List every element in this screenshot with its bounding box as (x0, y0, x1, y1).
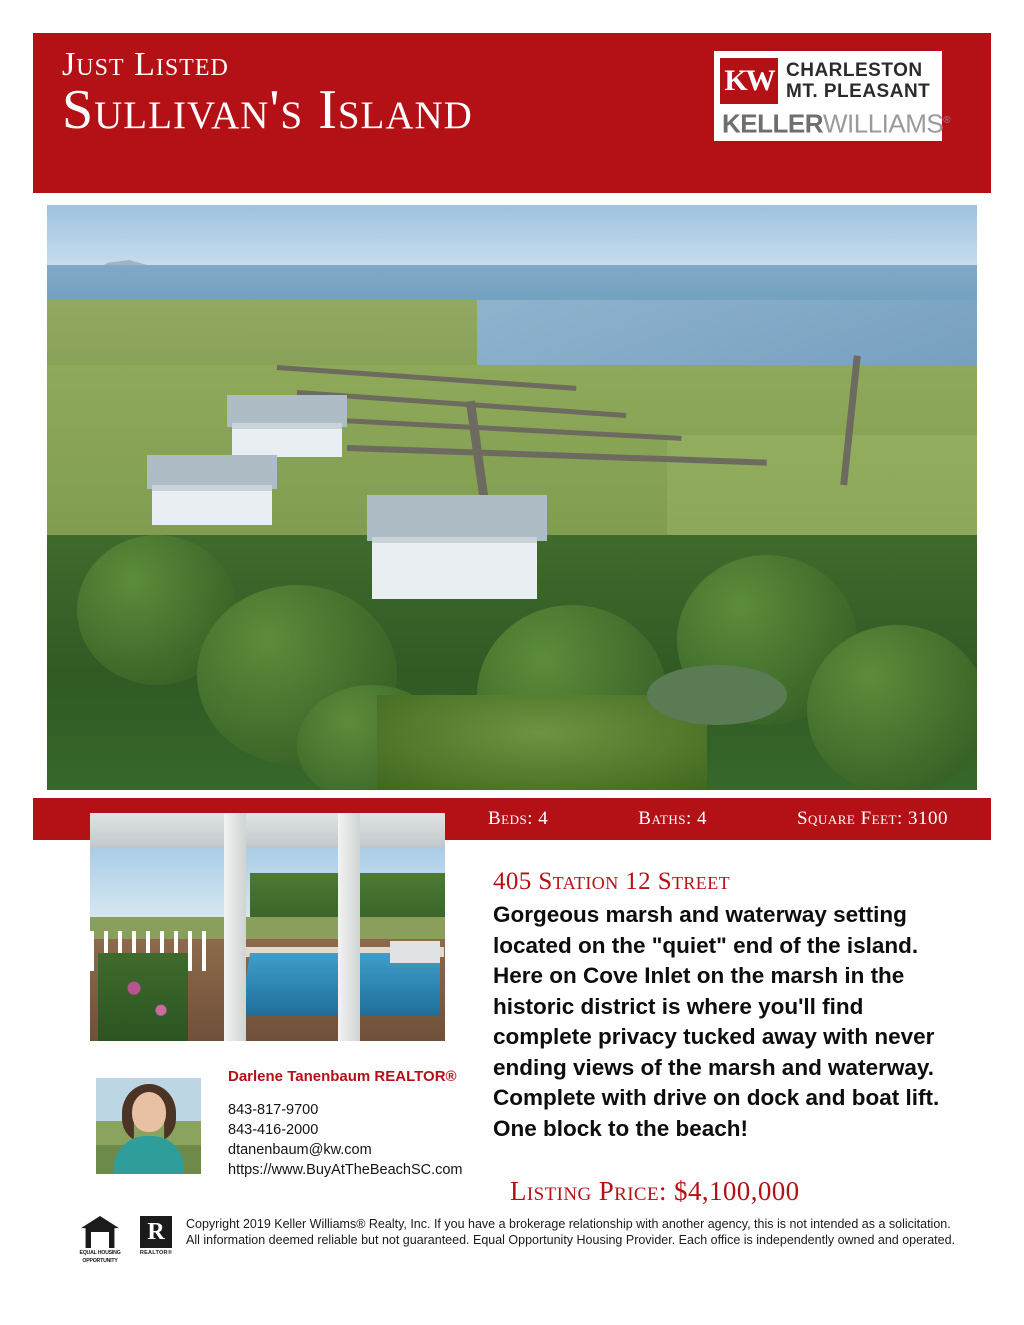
listing-address: 405 Station 12 Street (493, 868, 730, 895)
agent-contact-block (228, 1100, 463, 1180)
eho-house-glyph (81, 1216, 119, 1248)
stat-beds: Beds: 4 (488, 808, 549, 829)
equal-housing-opportunity-icon (78, 1216, 122, 1264)
hero-main-house (372, 537, 537, 599)
pool-photo-flowers (98, 953, 188, 1041)
avatar-torso (114, 1136, 184, 1174)
realtor-icon (136, 1216, 176, 1256)
pool-photo-column-right (224, 813, 246, 1041)
footer-disclaimer (186, 1216, 956, 1248)
disclaimer-line-2: All information deemed reliable but not guaranteed. Equal Opportunity Housing Provider. Each office is independently owned and operated. (186, 1233, 956, 1247)
disclaimer-line-1: Copyright 2019 Keller Williams® Realty, Inc. If you have a brokerage relationship with another agency, this is not intended as a solicitation. (186, 1217, 951, 1231)
hero-main-house-roof (367, 495, 547, 541)
agent-avatar (96, 1078, 201, 1174)
logo-brand-light: WILLIAMS (823, 108, 944, 139)
agent-phone-secondary: 843-416-2000 (228, 1122, 319, 1138)
eho-label-line2: OPPORTUNITY (82, 1258, 118, 1264)
logo-top-row (714, 55, 942, 107)
hero-tree (807, 625, 977, 790)
eho-label-line1: EQUAL HOUSING (79, 1250, 121, 1256)
pool-photo (90, 813, 445, 1041)
logo-brand-name (714, 107, 951, 139)
hero-house-2-roof (147, 455, 277, 489)
stat-square-feet: Square Feet: 3100 (796, 808, 948, 829)
stats-list (488, 798, 988, 840)
footer-logos (78, 1216, 176, 1264)
agent-name: Darlene Tanenbaum REALTOR® (228, 1068, 457, 1085)
pool-photo-lounge-chairs (390, 941, 440, 963)
avatar-face (132, 1092, 166, 1132)
pool-photo-ceiling (90, 813, 445, 847)
realtor-label: REALTOR® (139, 1250, 173, 1256)
logo-office-line1: CHARLESTON (786, 59, 923, 81)
kw-mark-icon: KW (720, 58, 778, 104)
logo-office-name (786, 60, 930, 102)
logo-office-line2: MT. PLEASANT (786, 80, 931, 102)
keller-williams-logo (714, 51, 951, 141)
eyebrow-just-listed: Just Listed (62, 46, 229, 83)
agent-website[interactable]: https://www.BuyAtTheBeachSC.com (228, 1162, 463, 1178)
listing-description: Gorgeous marsh and waterway setting located on the "quiet" end of the island. Here on Cove Inlet on the marsh in the historic district is where you'll find complete privacy tucked away with never ending views of the marsh and waterway. Complete with drive on dock and boat lift. One block to the beach! (493, 902, 940, 1141)
hero-house-2 (152, 485, 272, 525)
logo-brand-bold: KELLER (722, 108, 823, 139)
hero-property-photo (47, 205, 977, 790)
realtor-r-glyph: R (140, 1216, 172, 1248)
logo-registered-mark: ® (943, 114, 951, 126)
hero-house-1 (232, 423, 342, 457)
stat-baths: Baths: 4 (638, 808, 707, 829)
agent-email[interactable]: dtanenbaum@kw.com (228, 1142, 372, 1158)
page-title: Sullivan's Island (62, 79, 473, 141)
pool-photo-column-left (338, 813, 360, 1041)
listing-price: Listing Price: $4,100,000 (510, 1176, 800, 1206)
hero-pond (647, 665, 787, 725)
agent-phone-primary: 843-817-9700 (228, 1102, 319, 1118)
